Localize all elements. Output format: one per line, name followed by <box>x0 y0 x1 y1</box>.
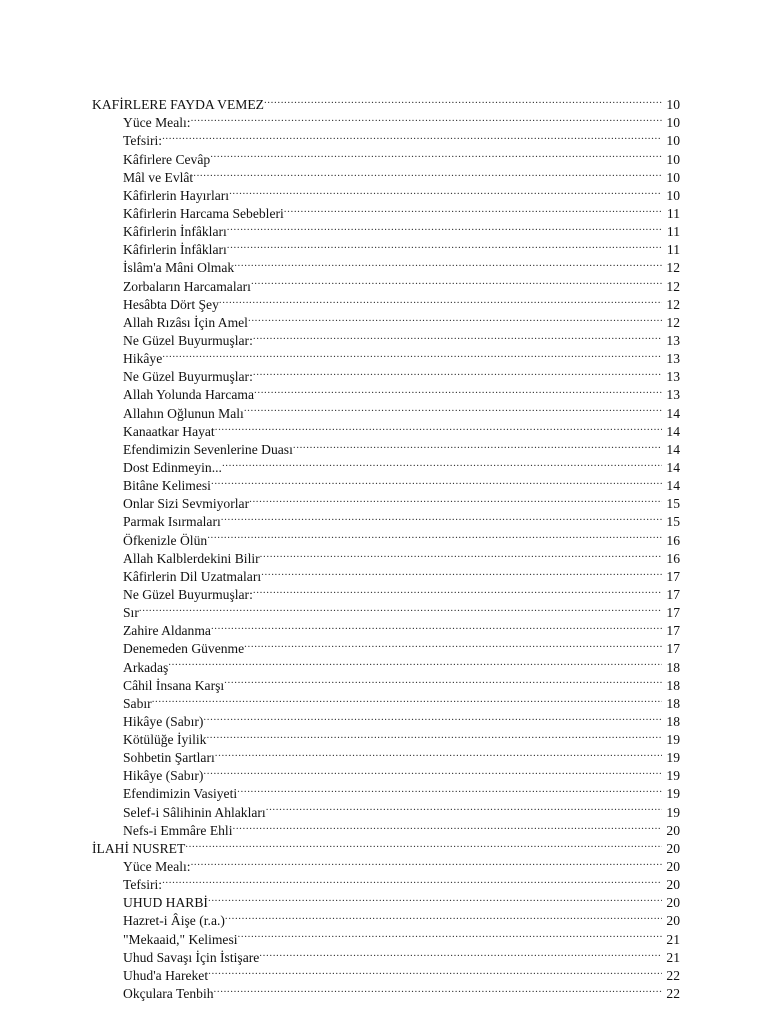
toc-dot-leader <box>219 291 662 309</box>
toc-page-number: 18 <box>666 695 680 711</box>
toc-entry-title: UHUD HARBİ <box>123 895 208 911</box>
toc-section-entry[interactable] <box>92 653 680 675</box>
toc-dot-leader <box>293 436 662 454</box>
toc-entry-title: İslâm'a Mâni Olmak <box>123 260 235 276</box>
toc-entry-title: Tefsiri: <box>123 877 163 893</box>
toc-page-number: 10 <box>666 115 680 131</box>
toc-entry-title: Parmak Isırmaları <box>123 514 221 530</box>
toc-page-number: 17 <box>666 641 680 657</box>
toc-dot-leader <box>254 381 662 399</box>
toc-page-number: 12 <box>666 278 680 294</box>
toc-page-number: 15 <box>666 496 680 512</box>
toc-entry-title: Nefs-i Emmâre Ehli <box>123 822 233 838</box>
toc-dot-leader <box>253 581 662 599</box>
toc-dot-leader <box>152 690 662 708</box>
toc-section-entry[interactable] <box>92 708 680 729</box>
toc-dot-leader <box>253 363 662 381</box>
toc-entry-title: Sır <box>123 605 139 621</box>
toc-page-number: 20 <box>666 913 680 929</box>
toc-dot-leader <box>185 835 662 853</box>
toc-page-number: 21 <box>666 949 680 965</box>
toc-page-number: 10 <box>666 151 680 167</box>
toc-dot-leader <box>284 200 662 218</box>
toc-entry-title: Allah Rızâsı İçin Amel <box>123 314 248 330</box>
toc-page-number: 19 <box>666 804 680 820</box>
toc-entry-title: Zahire Aldanma <box>123 623 211 639</box>
toc-dot-leader <box>191 853 662 871</box>
toc-entry-title: Hesâbta Dört Şey <box>123 296 219 312</box>
toc-dot-leader <box>162 127 662 145</box>
toc-section-entry[interactable] <box>92 617 680 639</box>
toc-entry-title: Kâfirlerin Dil Uzatmaları <box>123 568 262 584</box>
toc-dot-leader <box>215 744 662 762</box>
toc-page-number: 17 <box>666 586 680 602</box>
toc-dot-leader <box>222 454 662 472</box>
toc-page-number: 21 <box>666 931 680 947</box>
toc-dot-leader <box>237 780 662 798</box>
toc-page-number: 12 <box>666 296 680 312</box>
toc-dot-leader <box>234 254 662 272</box>
toc-dot-leader <box>251 272 662 290</box>
toc-entry-title: Câhil İnsana Karşı <box>123 677 225 693</box>
toc-section-entry[interactable] <box>92 871 680 893</box>
toc-page-number: 16 <box>666 550 680 566</box>
toc-dot-leader <box>248 309 662 327</box>
toc-section-entry[interactable] <box>92 363 680 385</box>
toc-page-number: 22 <box>666 986 680 1002</box>
toc-dot-leader <box>211 617 662 635</box>
toc-entry-title: Hikâye <box>123 351 163 367</box>
toc-page-number: 16 <box>666 532 680 548</box>
toc-dot-leader <box>249 490 662 508</box>
toc-dot-leader <box>259 944 662 962</box>
toc-entry-title: Kâfirlerin İnfâkları <box>123 242 227 258</box>
toc-page-number: 20 <box>666 877 680 893</box>
toc-dot-leader <box>244 635 662 653</box>
toc-entry-title: Uhud'a Hareket <box>123 967 209 983</box>
toc-page-number: 18 <box>666 677 680 693</box>
toc-entry-title: Mâl ve Evlât <box>123 169 194 185</box>
toc-dot-leader <box>211 472 662 490</box>
toc-dot-leader <box>244 399 662 417</box>
toc-page-number: 20 <box>666 822 680 838</box>
toc-page-number: 11 <box>666 224 680 240</box>
toc-page-number: 13 <box>666 369 680 385</box>
toc-entry-title: Bitâne Kelimesi <box>123 478 211 494</box>
toc-page-number: 13 <box>666 332 680 348</box>
table-of-contents <box>92 91 680 1002</box>
toc-entry-title: Selef-i Sâlihinin Ahlakları <box>123 804 266 820</box>
toc-entry-title: Ne Güzel Buyurmuşlar: <box>123 586 253 602</box>
toc-page-number: 17 <box>666 605 680 621</box>
toc-section-entry[interactable] <box>92 889 680 911</box>
toc-entry-title: Arkadaş <box>123 659 169 675</box>
toc-entry-title: Kâfirlerin Hayırları <box>123 187 230 203</box>
toc-dot-leader <box>162 345 662 363</box>
toc-entry-title: Kâfirlerin Harcama Sebebleri <box>123 205 284 221</box>
toc-entry-title: Allah Kalblerdekini Bilir <box>123 550 260 566</box>
toc-dot-leader <box>253 327 662 345</box>
toc-entry-title: Öfkenizle Ölün <box>123 532 208 548</box>
toc-dot-leader <box>210 145 662 163</box>
toc-entry-title: KAFİRLERE FAYDA VEMEZ <box>92 97 264 113</box>
toc-page-number: 14 <box>666 441 680 457</box>
toc-page-number: 19 <box>666 732 680 748</box>
toc-page-number: 17 <box>666 568 680 584</box>
toc-page-number: 19 <box>666 750 680 766</box>
toc-entry-title: Dost Edinmeyin... <box>123 459 222 475</box>
toc-page-number: 10 <box>666 97 680 113</box>
toc-entry-title: Onlar Sizi Sevmiyorlar <box>123 496 250 512</box>
toc-dot-leader <box>203 708 662 726</box>
toc-page-number: 14 <box>666 405 680 421</box>
toc-dot-leader <box>227 218 662 236</box>
toc-page-number: 13 <box>666 387 680 403</box>
toc-page-number: 22 <box>666 967 680 983</box>
toc-entry-title: Kâfirlerin İnfâkları <box>123 224 227 240</box>
toc-section-entry[interactable] <box>92 127 680 149</box>
toc-page-number: 10 <box>666 169 680 185</box>
toc-page-number: 14 <box>666 423 680 439</box>
toc-page-number: 17 <box>666 623 680 639</box>
toc-dot-leader <box>215 418 662 436</box>
toc-entry-title: Kanaatkar Hayat <box>123 423 215 439</box>
toc-page-number: 18 <box>666 659 680 675</box>
toc-page-number: 10 <box>666 133 680 149</box>
toc-dot-leader <box>264 91 662 109</box>
toc-dot-leader <box>207 526 662 544</box>
toc-entry-title: Yüce Mealı: <box>123 115 191 131</box>
toc-entry-title: Kâfirlere Cevâp <box>123 151 211 167</box>
toc-chapter-entry[interactable] <box>92 91 680 113</box>
toc-entry-title: Tefsiri: <box>123 133 163 149</box>
toc-page-number: 10 <box>666 187 680 203</box>
toc-entry-title: Efendimizin Vasiyeti <box>123 786 238 802</box>
toc-dot-leader <box>214 980 662 998</box>
toc-entry-title: Kötülüğe İyilik <box>123 732 207 748</box>
toc-dot-leader <box>206 726 662 744</box>
toc-dot-leader <box>238 925 662 943</box>
toc-page-number: 19 <box>666 768 680 784</box>
toc-dot-leader <box>266 798 662 816</box>
toc-dot-leader <box>139 599 662 617</box>
toc-page-number: 11 <box>666 205 680 221</box>
toc-section-entry[interactable] <box>92 690 680 711</box>
toc-dot-leader <box>208 962 662 980</box>
toc-page-number: 20 <box>666 895 680 911</box>
toc-entry-title: İLAHİ NUSRET <box>92 840 186 856</box>
toc-page-number: 19 <box>666 786 680 802</box>
toc-page-number: 11 <box>666 242 680 258</box>
toc-entry-title: Allahın Oğlunun Malı <box>123 405 244 421</box>
toc-entry-title: Sabır <box>123 695 152 711</box>
toc-section-entry[interactable] <box>92 672 680 693</box>
toc-dot-leader <box>227 236 662 254</box>
toc-page-number: 12 <box>666 314 680 330</box>
toc-entry-title: Uhud Savaşı İçin İstişare <box>123 949 260 965</box>
toc-entry-title: Allah Yolunda Harcama <box>123 387 254 403</box>
toc-page-number: 20 <box>666 859 680 875</box>
toc-entry-title: "Mekaaid," Kelimesi <box>123 931 238 947</box>
toc-entry-title: Ne Güzel Buyurmuşlar: <box>123 332 253 348</box>
toc-entry-title: Ne Güzel Buyurmuşlar: <box>123 369 253 385</box>
toc-dot-leader <box>225 907 662 925</box>
toc-section-entry[interactable] <box>92 345 680 367</box>
toc-entry-title: Hikâye (Sabır) <box>123 768 204 784</box>
toc-dot-leader <box>221 508 662 526</box>
toc-entry-title: Okçulara Tenbih <box>123 986 214 1002</box>
toc-dot-leader <box>191 109 662 127</box>
toc-page-number: 18 <box>666 713 680 729</box>
toc-entry-title: Efendimizin Sevenlerine Duası <box>123 441 293 457</box>
toc-entry-title: Yüce Mealı: <box>123 859 191 875</box>
toc-page-number: 13 <box>666 351 680 367</box>
toc-page-number: 15 <box>666 514 680 530</box>
toc-entry-title: Zorbaların Harcamaları <box>123 278 251 294</box>
toc-page-number: 12 <box>666 260 680 276</box>
toc-entry-title: Denemeden Güvenme <box>123 641 245 657</box>
toc-dot-leader <box>208 889 662 907</box>
toc-page-number: 14 <box>666 478 680 494</box>
toc-dot-leader <box>232 817 662 835</box>
toc-dot-leader <box>261 563 662 581</box>
toc-dot-leader <box>224 672 662 690</box>
toc-dot-leader <box>193 164 662 182</box>
toc-dot-leader <box>203 762 662 780</box>
toc-page-number: 14 <box>666 459 680 475</box>
toc-dot-leader <box>260 545 662 563</box>
toc-page-number: 20 <box>666 840 680 856</box>
toc-entry-title: Hikâye (Sabır) <box>123 713 204 729</box>
toc-section-entry[interactable] <box>92 599 680 621</box>
toc-dot-leader <box>168 653 662 671</box>
toc-dot-leader <box>229 182 662 200</box>
toc-entry-title: Hazret-i Âişe (r.a.) <box>123 913 225 929</box>
toc-section-entry[interactable] <box>92 145 680 167</box>
toc-dot-leader <box>162 871 662 889</box>
toc-entry-title: Sohbetin Şartları <box>123 750 215 766</box>
